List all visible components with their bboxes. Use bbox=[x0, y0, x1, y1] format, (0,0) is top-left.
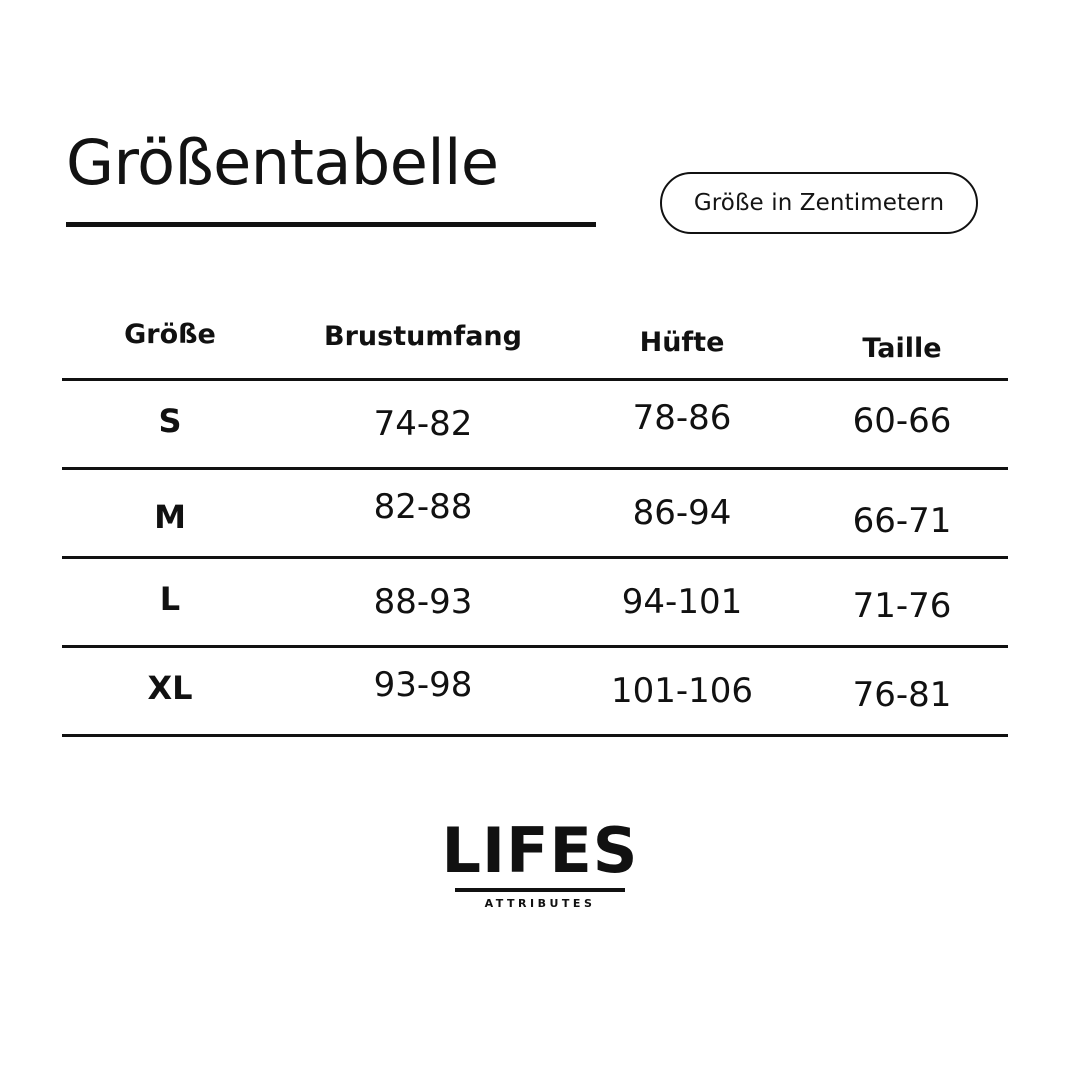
column-header-hip: Hüfte bbox=[639, 326, 725, 358]
unit-badge-label: Größe in Zentimetern bbox=[693, 190, 945, 216]
cell-hip: 78-86 bbox=[632, 398, 732, 438]
cell-waist: 66-71 bbox=[852, 501, 952, 541]
cell-chest: 88-93 bbox=[373, 582, 473, 622]
title-underline bbox=[66, 222, 596, 227]
cell-chest: 93-98 bbox=[373, 665, 473, 705]
table-row bbox=[62, 380, 1008, 469]
table-row bbox=[62, 469, 1008, 558]
cell-size: S bbox=[158, 402, 182, 440]
size-table bbox=[62, 300, 1008, 737]
table-header-row bbox=[62, 300, 1008, 380]
table-row bbox=[62, 647, 1008, 736]
brand-name: LIFES bbox=[441, 814, 639, 887]
cell-waist: 71-76 bbox=[852, 586, 952, 626]
page-title: Größentabelle bbox=[66, 126, 499, 199]
column-header-size: Größe bbox=[124, 318, 216, 350]
cell-hip: 101-106 bbox=[610, 671, 754, 711]
brand-underline bbox=[455, 888, 625, 892]
size-table-container bbox=[62, 300, 1008, 737]
column-header-chest: Brustumfang bbox=[324, 320, 522, 352]
cell-size: L bbox=[159, 580, 181, 618]
brand-tagline: ATTRIBUTES bbox=[484, 897, 596, 910]
cell-hip: 94-101 bbox=[621, 582, 743, 622]
cell-size: M bbox=[154, 498, 186, 536]
cell-size: XL bbox=[147, 669, 193, 707]
brand-logo bbox=[0, 814, 1080, 910]
cell-hip: 86-94 bbox=[632, 493, 732, 533]
cell-waist: 76-81 bbox=[852, 675, 952, 715]
column-header-waist: Taille bbox=[862, 332, 942, 364]
table-row bbox=[62, 558, 1008, 647]
cell-chest: 82-88 bbox=[373, 487, 473, 527]
cell-waist: 60-66 bbox=[852, 401, 952, 441]
cell-chest: 74-82 bbox=[373, 404, 473, 444]
table-header bbox=[62, 300, 1008, 380]
unit-badge bbox=[660, 172, 978, 234]
header bbox=[0, 126, 1080, 250]
table-body bbox=[62, 380, 1008, 736]
